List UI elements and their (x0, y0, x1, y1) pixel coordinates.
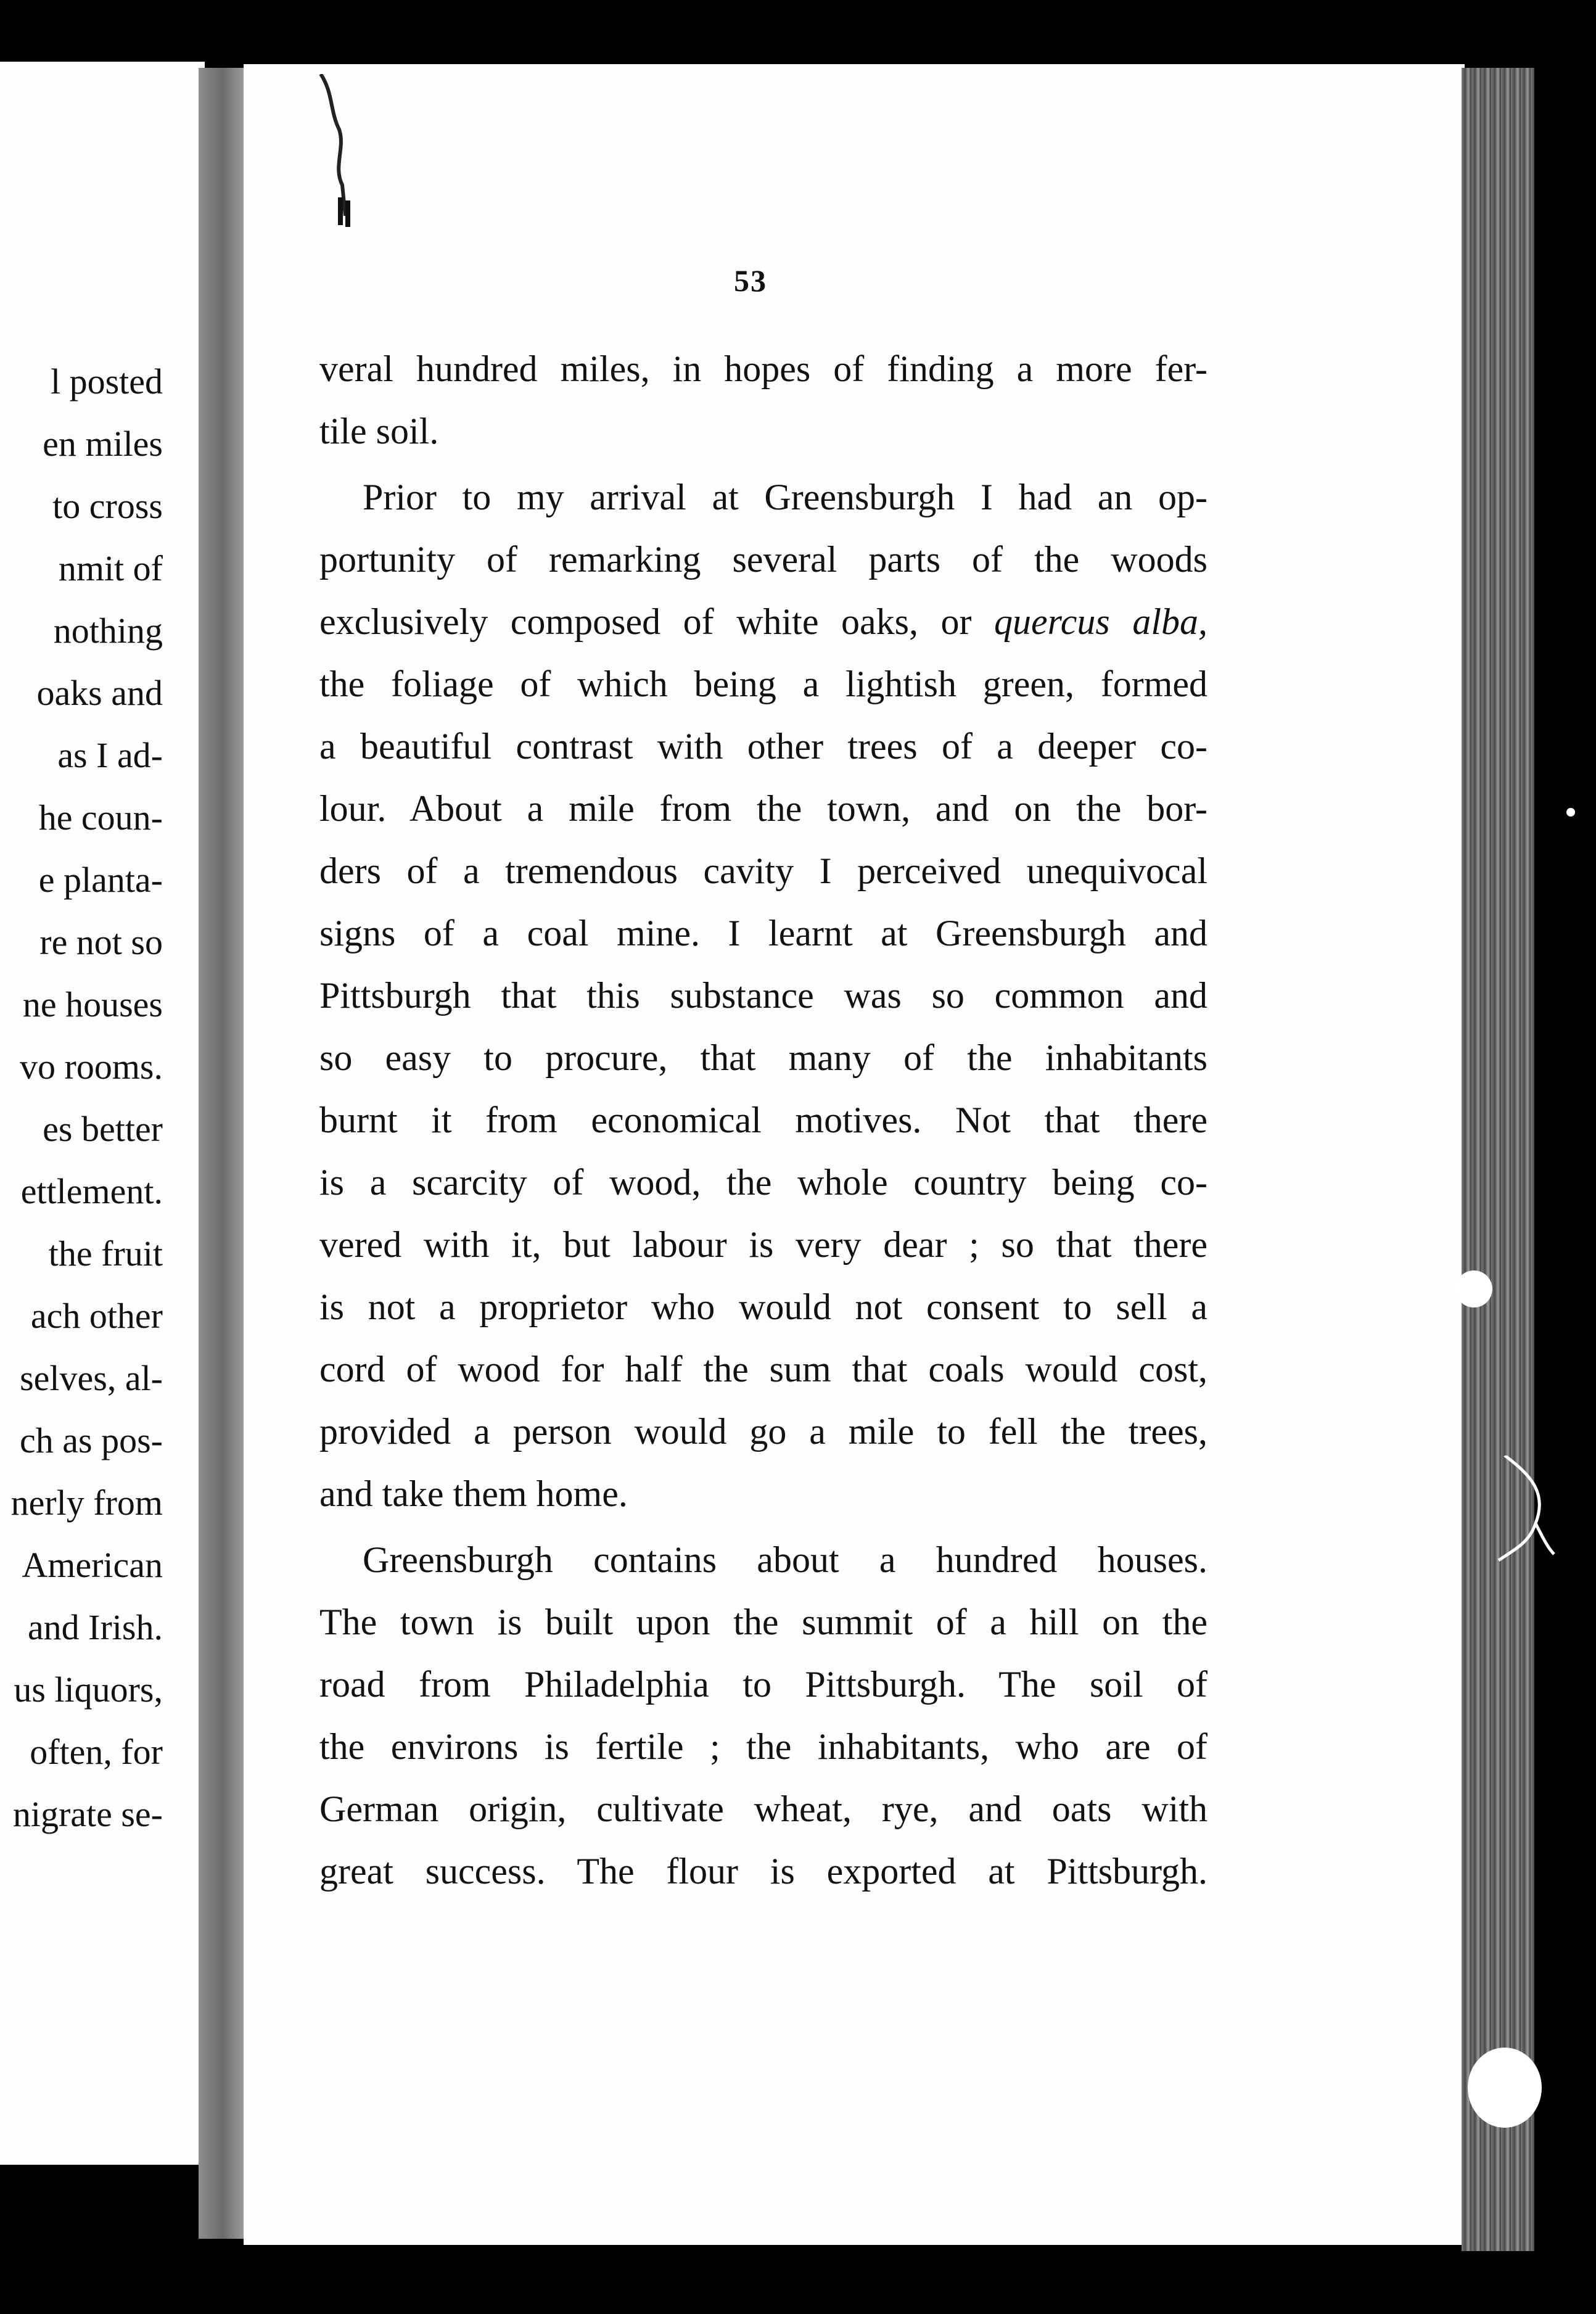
text-line: cord of wood for half the sum that coals would cost, (319, 1349, 1207, 1390)
dust-speck (1566, 808, 1575, 817)
left-line: nmit of (58, 548, 163, 588)
text-line (319, 591, 1207, 653)
left-line: nerly from (10, 1483, 163, 1523)
page-edges (1462, 68, 1534, 2251)
left-line: re not so (39, 922, 163, 962)
previous-page (0, 62, 205, 2165)
text-line: Greensburgh contains about a hundred houses. (363, 1539, 1207, 1580)
left-line: ach other (30, 1296, 163, 1336)
left-line: the fruit (48, 1233, 163, 1274)
loose-thread (1492, 1456, 1566, 1579)
text-line: tile soil. (319, 411, 439, 451)
dust-speck (1455, 1270, 1492, 1307)
left-line: e planta- (38, 860, 163, 900)
text-run: exclusively composed of white oaks, or (319, 601, 995, 642)
left-line: us liquors, (14, 1670, 163, 1710)
text-line: lour. About a mile from the town, and on the bor- (319, 788, 1207, 829)
text-line: signs of a coal mine. I learnt at Greensburgh and (319, 913, 1207, 953)
left-line: en miles (43, 424, 163, 464)
latin-name: quercus alba, (994, 601, 1207, 642)
text-line: the foliage of which being a lightish green, formed (319, 664, 1207, 704)
text-line: great success. The flour is exported at Pittsburgh. (319, 1851, 1207, 1892)
left-line: selves, al- (20, 1358, 163, 1398)
page-body (319, 338, 1207, 1903)
left-line: nothing (53, 611, 163, 651)
text-line: is not a proprietor who would not consent to sell a (319, 1287, 1207, 1327)
text-line: vered with it, but labour is very dear ; so that there (319, 1224, 1207, 1265)
text-line: burnt it from economical motives. Not that there (319, 1100, 1207, 1140)
text-line: a beautiful contrast with other trees of a deeper co- (319, 726, 1207, 767)
previous-page-text (11, 350, 163, 1845)
text-line: provided a person would go a mile to fell the trees, (319, 1411, 1207, 1452)
text-line: Pittsburgh that this substance was so common and (319, 975, 1207, 1016)
dust-speck (1468, 2048, 1542, 2128)
text-line: Prior to my arrival at Greensburgh I had an op- (363, 477, 1207, 517)
text-line: German origin, cultivate wheat, rye, and oats with (319, 1789, 1207, 1829)
left-line: ettlement. (20, 1171, 163, 1211)
left-line: often, for (30, 1732, 163, 1772)
left-line: oaks and (36, 673, 163, 713)
text-line: the environs is fertile ; the inhabitants, who are of (319, 1726, 1207, 1767)
left-line: vo rooms. (20, 1047, 163, 1087)
page-tear-mark (296, 74, 370, 234)
left-line: ne houses (22, 984, 163, 1024)
page-number: 53 (734, 263, 767, 298)
left-line: to cross (52, 486, 163, 526)
scan-background (1534, 93, 1596, 2314)
left-line: nigrate se- (12, 1794, 163, 1834)
text-line: ders of a tremendous cavity I perceived unequivocal (319, 850, 1207, 891)
left-line: American (22, 1545, 163, 1585)
left-line: es better (43, 1109, 163, 1149)
left-line: ch as pos- (20, 1420, 163, 1460)
text-line: The town is built upon the summit of a hill on the (319, 1602, 1207, 1642)
left-line: and Irish. (27, 1607, 163, 1647)
text-line: road from Philadelphia to Pittsburgh. The soil of (319, 1664, 1207, 1705)
left-line: as I ad- (57, 735, 163, 775)
text-line: is a scarcity of wood, the whole country being co- (319, 1162, 1207, 1203)
left-line: l posted (50, 361, 163, 401)
text-line: veral hundred miles, in hopes of finding a more fer- (319, 348, 1207, 389)
text-line: so easy to procure, that many of the inhabitants (319, 1037, 1207, 1078)
left-line: he coun- (38, 797, 163, 838)
text-line: portunity of remarking several parts of the woods (319, 539, 1207, 580)
text-line: and take them home. (319, 1473, 628, 1514)
